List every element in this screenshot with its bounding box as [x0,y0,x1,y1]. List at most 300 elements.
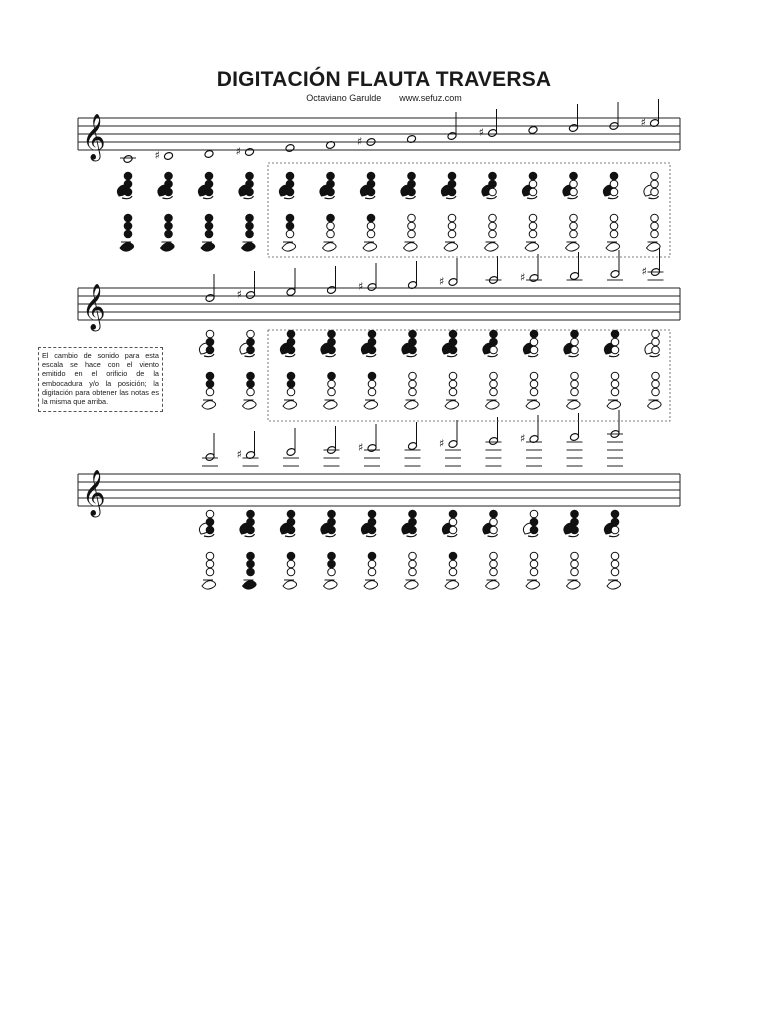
filled-key-icon [448,188,456,196]
filled-key-icon [206,518,214,526]
open-key-icon [247,388,255,396]
foot-key-icon [486,400,500,409]
fingering-diagram [442,510,458,589]
open-key-icon [610,230,618,238]
open-key-icon [367,222,375,230]
filled-key-icon [530,518,538,526]
open-key-icon [328,380,336,388]
trill-key-icon [163,196,173,199]
fingering-diagram [402,510,418,589]
filled-key-icon [246,180,254,188]
filled-key-icon [165,188,173,196]
open-key-icon [570,230,578,238]
fingering-diagram [563,172,579,251]
trill-key-icon [488,534,498,537]
note [567,252,583,280]
svg-text:𝄞: 𝄞 [82,470,106,516]
fingering-diagram [483,330,499,409]
website-url: www.sefuz.com [399,93,462,103]
fingering-diagram [321,330,337,409]
open-key-icon [409,552,417,560]
open-key-icon [611,388,619,396]
filled-key-icon [165,222,173,230]
fingering-diagram [280,330,296,409]
notehead [244,148,254,157]
open-key-icon [328,388,336,396]
open-key-icon [449,372,457,380]
filled-key-icon [246,214,254,222]
note [641,99,660,129]
filled-key-icon [206,338,214,346]
open-key-icon [489,222,497,230]
open-key-icon [530,568,538,576]
note [642,248,664,280]
trill-key-icon [326,354,336,357]
open-key-icon [206,388,214,396]
trill-key-icon [569,354,579,357]
svg-text:𝄞: 𝄞 [82,114,106,160]
filled-key-icon [571,526,579,534]
note [607,250,623,280]
open-key-icon [327,222,335,230]
fingering-diagram [442,330,458,409]
trill-key-icon [366,354,376,357]
filled-key-icon [247,346,255,354]
open-key-icon [489,188,497,196]
svg-text:𝄞: 𝄞 [82,284,106,330]
note [405,422,421,466]
staff [78,114,680,162]
filled-key-icon [610,172,618,180]
sharp-sign: ♯ [236,288,242,301]
filled-key-icon [328,338,336,346]
open-key-icon [570,222,578,230]
open-key-icon [530,346,538,354]
open-key-icon [610,214,618,222]
sharp-sign: ♯ [641,265,647,278]
open-key-icon [287,388,295,396]
sharp-sign: ♯ [235,145,241,158]
open-key-icon [651,222,659,230]
filled-key-icon [368,372,376,380]
sharp-sign: ♯ [154,149,160,162]
foot-key-icon [647,242,661,251]
open-key-icon [490,568,498,576]
trill-key-icon [609,534,619,537]
filled-key-icon [368,510,376,518]
note [528,126,538,135]
open-key-icon [490,526,498,534]
note [204,150,214,159]
filled-key-icon [448,180,456,188]
open-key-icon [367,230,375,238]
open-key-icon [530,510,538,518]
open-key-icon [409,388,417,396]
open-key-icon [571,338,579,346]
open-key-icon [489,230,497,238]
filled-key-icon [409,526,417,534]
foot-key-icon [283,580,297,589]
open-key-icon [448,222,456,230]
filled-key-icon [490,338,498,346]
open-key-icon [570,214,578,222]
open-key-icon [611,380,619,388]
open-key-icon [449,380,457,388]
filled-key-icon [165,180,173,188]
foot-key-icon [566,242,580,251]
trill-key-icon [446,196,456,199]
open-key-icon [449,560,457,568]
open-key-icon [651,180,659,188]
foot-key-icon [606,242,620,251]
notes [120,99,664,466]
trill-key-icon [568,196,578,199]
trill-key-icon [407,534,417,537]
trill-key-icon [407,354,417,357]
filled-key-icon [165,172,173,180]
filled-key-icon [247,552,255,560]
filled-key-icon [327,188,335,196]
open-key-icon [611,568,619,576]
filled-key-icon [247,380,255,388]
filled-key-icon [286,180,294,188]
foot-key-icon [242,242,256,251]
open-key-icon [368,388,376,396]
open-key-icon [247,330,255,338]
treble-clef-icon [82,114,106,162]
filled-key-icon [247,568,255,576]
open-key-icon [490,518,498,526]
filled-key-icon [408,188,416,196]
fingering-diagram [199,510,215,589]
fingering-diagram [280,510,296,589]
open-key-icon [652,330,660,338]
notehead [123,155,133,164]
filled-key-icon [327,214,335,222]
open-key-icon [611,346,619,354]
fingering-diagram [483,510,499,589]
open-key-icon [570,188,578,196]
filled-key-icon [205,214,213,222]
open-key-icon [449,388,457,396]
staff [78,284,680,332]
note [286,268,296,296]
trill-key-icon [245,534,255,537]
filled-key-icon [247,510,255,518]
staff [78,470,680,518]
trill-key-icon [488,354,498,357]
open-key-icon [611,560,619,568]
open-key-icon [206,510,214,518]
filled-key-icon [247,560,255,568]
filled-key-icon [205,172,213,180]
trill-key-icon [366,534,376,537]
foot-key-icon [607,580,621,589]
filled-key-icon [490,330,498,338]
filled-key-icon [571,510,579,518]
open-key-icon [529,180,537,188]
open-key-icon [490,380,498,388]
filled-key-icon [409,338,417,346]
filled-key-icon [449,338,457,346]
open-key-icon [571,568,579,576]
filled-key-icon [205,188,213,196]
open-key-icon [651,172,659,180]
foot-key-icon [486,580,500,589]
foot-key-icon [202,580,216,589]
open-key-icon [530,372,538,380]
filled-key-icon [246,230,254,238]
open-key-icon [530,388,538,396]
sharp-sign: ♯ [358,441,364,454]
fingering-diagram [198,172,214,251]
filled-key-icon [327,180,335,188]
filled-key-icon [409,346,417,354]
fingering-diagram [604,510,620,589]
foot-key-icon [567,400,581,409]
filled-key-icon [328,526,336,534]
open-key-icon [327,230,335,238]
open-key-icon [571,380,579,388]
note [486,256,502,284]
foot-key-icon [324,400,338,409]
foot-key-icon [323,242,337,251]
trill-key-icon [204,354,214,357]
sharp-sign: ♯ [236,448,242,461]
filled-key-icon [328,510,336,518]
sharp-sign: ♯ [520,432,526,445]
fingering-diagram [644,172,660,251]
open-key-icon [490,346,498,354]
filled-key-icon [449,510,457,518]
trill-key-icon [487,196,497,199]
notehead [285,144,295,153]
filled-key-icon [246,172,254,180]
note [439,420,461,466]
open-key-icon [530,552,538,560]
trill-key-icon [609,354,619,357]
open-key-icon [571,560,579,568]
filled-key-icon [287,552,295,560]
filled-key-icon [205,222,213,230]
sharp-sign: ♯ [358,280,364,293]
foot-key-icon [485,242,499,251]
note [439,258,458,288]
open-key-icon [409,380,417,388]
open-key-icon [529,222,537,230]
note [486,417,502,466]
fingering-diagram [441,172,457,251]
open-key-icon [368,380,376,388]
open-key-icon [368,560,376,568]
open-key-icon [206,560,214,568]
open-key-icon [651,214,659,222]
filled-key-icon [409,330,417,338]
open-key-icon [448,214,456,222]
foot-key-icon [120,242,134,251]
open-key-icon [611,372,619,380]
filled-key-icon [489,180,497,188]
page-title: DIGITACIÓN FLAUTA TRAVERSA [216,68,552,91]
note [283,428,299,466]
filled-key-icon [165,214,173,222]
filled-key-icon [571,330,579,338]
open-key-icon [652,346,660,354]
fingering-diagram [361,330,377,409]
open-key-icon [530,560,538,568]
filled-key-icon [287,330,295,338]
foot-key-icon [243,400,257,409]
filled-key-icon [124,230,132,238]
fingering-diagram [239,172,255,251]
note [358,424,380,466]
note [324,426,340,466]
filled-key-icon [368,346,376,354]
filled-key-icon [206,346,214,354]
open-key-icon [530,380,538,388]
trill-key-icon [285,534,295,537]
filled-key-icon [408,172,416,180]
fingering-diagrams [117,163,670,589]
foot-key-icon [161,242,175,251]
open-key-icon [206,330,214,338]
open-key-icon [206,568,214,576]
trill-key-icon [650,354,660,357]
treble-clef-icon [82,470,106,518]
fingering-note: El cambio de sonido para esta escala se hace con el viento emitido en el orificio de la embocadura y/o la posición; la digitación para obtener las notas es la misma que arriba. [38,347,163,412]
fingering-diagram [522,172,538,251]
trill-key-icon [203,196,213,199]
filled-key-icon [328,560,336,568]
trill-key-icon [326,534,336,537]
open-key-icon [490,388,498,396]
foot-key-icon [525,242,539,251]
open-key-icon [408,222,416,230]
filled-key-icon [367,188,375,196]
foot-key-icon [405,400,419,409]
trill-key-icon [325,196,335,199]
note [236,145,255,158]
note [237,431,259,466]
trill-key-icon [447,354,457,357]
note [285,144,295,153]
fingering-diagram [523,510,539,589]
filled-key-icon [286,188,294,196]
treble-clef-icon [82,284,106,332]
note [520,254,542,284]
open-key-icon [610,222,618,230]
trill-key-icon [284,196,294,199]
trill-key-icon [608,196,618,199]
open-key-icon [490,552,498,560]
author-name: Octaviano Garulde [306,93,382,103]
filled-key-icon [206,372,214,380]
open-key-icon [652,372,660,380]
trill-key-icon [285,354,295,357]
filled-key-icon [367,172,375,180]
open-key-icon [571,372,579,380]
filled-key-icon [205,230,213,238]
filled-key-icon [611,518,619,526]
sharp-sign: ♯ [439,275,445,288]
notehead [528,126,538,135]
fingering-diagram [360,172,376,251]
open-key-icon [449,568,457,576]
filled-key-icon [327,172,335,180]
fingering-diagram [482,172,498,251]
open-key-icon [287,560,295,568]
trill-key-icon [447,534,457,537]
open-key-icon [408,214,416,222]
open-key-icon [206,552,214,560]
open-key-icon [408,230,416,238]
filled-key-icon [530,526,538,534]
fingering-diagram [604,330,620,409]
filled-key-icon [287,338,295,346]
fingering-diagram [240,510,256,589]
notehead [204,150,214,159]
fingering-diagram [321,510,337,589]
filled-key-icon [205,180,213,188]
foot-key-icon [567,580,581,589]
foot-key-icon [364,400,378,409]
trill-key-icon [244,196,254,199]
open-key-icon [651,230,659,238]
filled-key-icon [328,372,336,380]
sharp-sign: ♯ [439,437,445,450]
foot-key-icon [404,242,418,251]
sharp-sign: ♯ [640,116,646,129]
trill-key-icon [406,196,416,199]
note [326,266,336,294]
open-key-icon [652,338,660,346]
filled-key-icon [490,510,498,518]
filled-key-icon [328,330,336,338]
filled-key-icon [246,188,254,196]
fingering-diagram [603,172,619,251]
open-key-icon [651,188,659,196]
filled-key-icon [287,380,295,388]
fingering-diagram [523,330,539,409]
foot-key-icon [283,400,297,409]
trill-key-icon [569,534,579,537]
foot-key-icon [324,580,338,589]
filled-key-icon [368,552,376,560]
filled-key-icon [165,230,173,238]
sharp-sign: ♯ [520,271,526,284]
filled-key-icon [287,346,295,354]
filled-key-icon [367,214,375,222]
open-key-icon [530,338,538,346]
trill-key-icon [528,534,538,537]
open-key-icon [529,214,537,222]
open-key-icon [368,568,376,576]
open-key-icon [449,526,457,534]
open-key-icon [610,180,618,188]
filled-key-icon [408,180,416,188]
trill-key-icon [649,196,659,199]
fingering-diagram [564,330,580,409]
filled-key-icon [287,518,295,526]
foot-key-icon [405,580,419,589]
filled-key-icon [206,526,214,534]
filled-key-icon [368,338,376,346]
filled-key-icon [611,330,619,338]
open-key-icon [449,518,457,526]
filled-key-icon [409,518,417,526]
open-key-icon [611,552,619,560]
trill-key-icon [527,196,537,199]
